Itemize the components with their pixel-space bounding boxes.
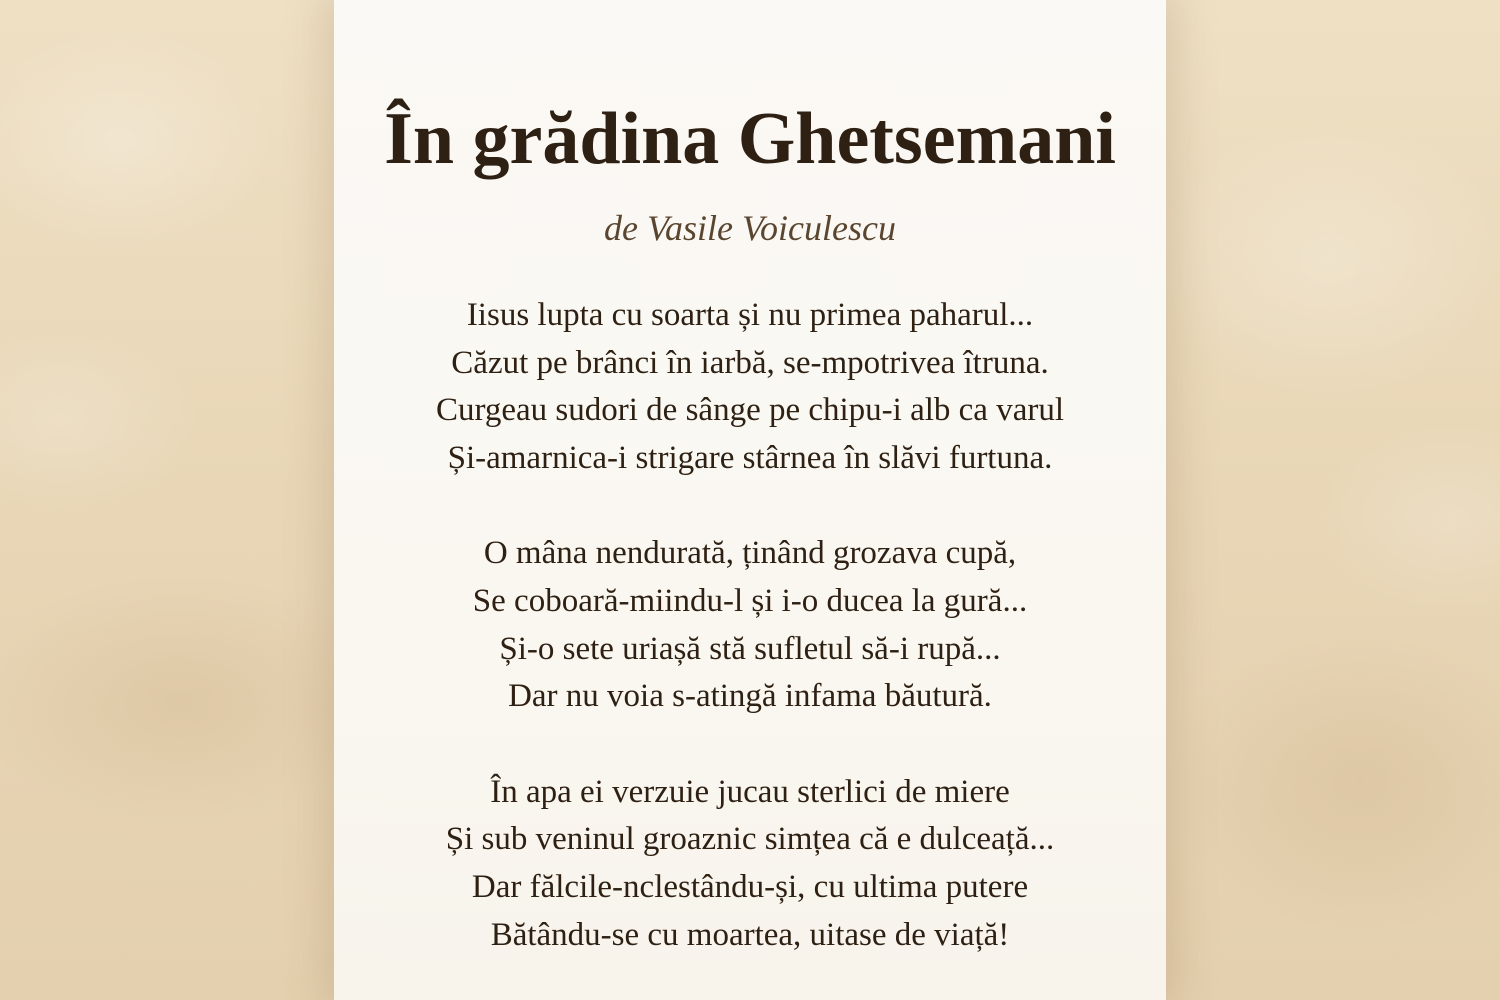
poem-title: În grădina Ghetsemani [384, 98, 1116, 180]
poem-line: Curgeau sudori de sânge pe chipu-i alb ca varul [435, 392, 1064, 429]
poem-line: Dar fălcile-nclestându-și, cu ultima putere [471, 868, 1029, 905]
poem-line: Dar nu voia s-atingă infama băutură. [508, 678, 992, 715]
poem-line: Căzut pe brânci în iarbă, se-mpotrivea îtruna. [451, 344, 1049, 381]
poem-line: Se coboară-miindu-l și i-o ducea la gură... [472, 582, 1028, 619]
poem-line: Bătându-se cu moartea, uitase de viață! [490, 916, 1010, 953]
stanza-2 [334, 530, 1166, 720]
poem-author: de Vasile Voiculescu [604, 208, 896, 248]
poem-line: Și-o sete uriașă stă sufletul să-i rupă... [499, 630, 1001, 667]
poem-line: O mâna nendurată, ținând grozava cupă, [483, 535, 1017, 572]
stanza-1 [334, 292, 1166, 482]
poem-line: Și-amarnica-i strigare stârnea în slăvi furtuna. [447, 439, 1053, 476]
poem-body [334, 292, 1166, 959]
poem-line: În apa ei verzuie jucau sterlici de miere [490, 773, 1010, 810]
poem-line: Iisus lupta cu soarta și nu primea paharul... [466, 297, 1034, 333]
poem-page [334, 0, 1166, 1000]
stanza-3 [334, 769, 1166, 959]
poem-line: Și sub veninul groaznic simțea că e dulceață... [445, 821, 1055, 858]
